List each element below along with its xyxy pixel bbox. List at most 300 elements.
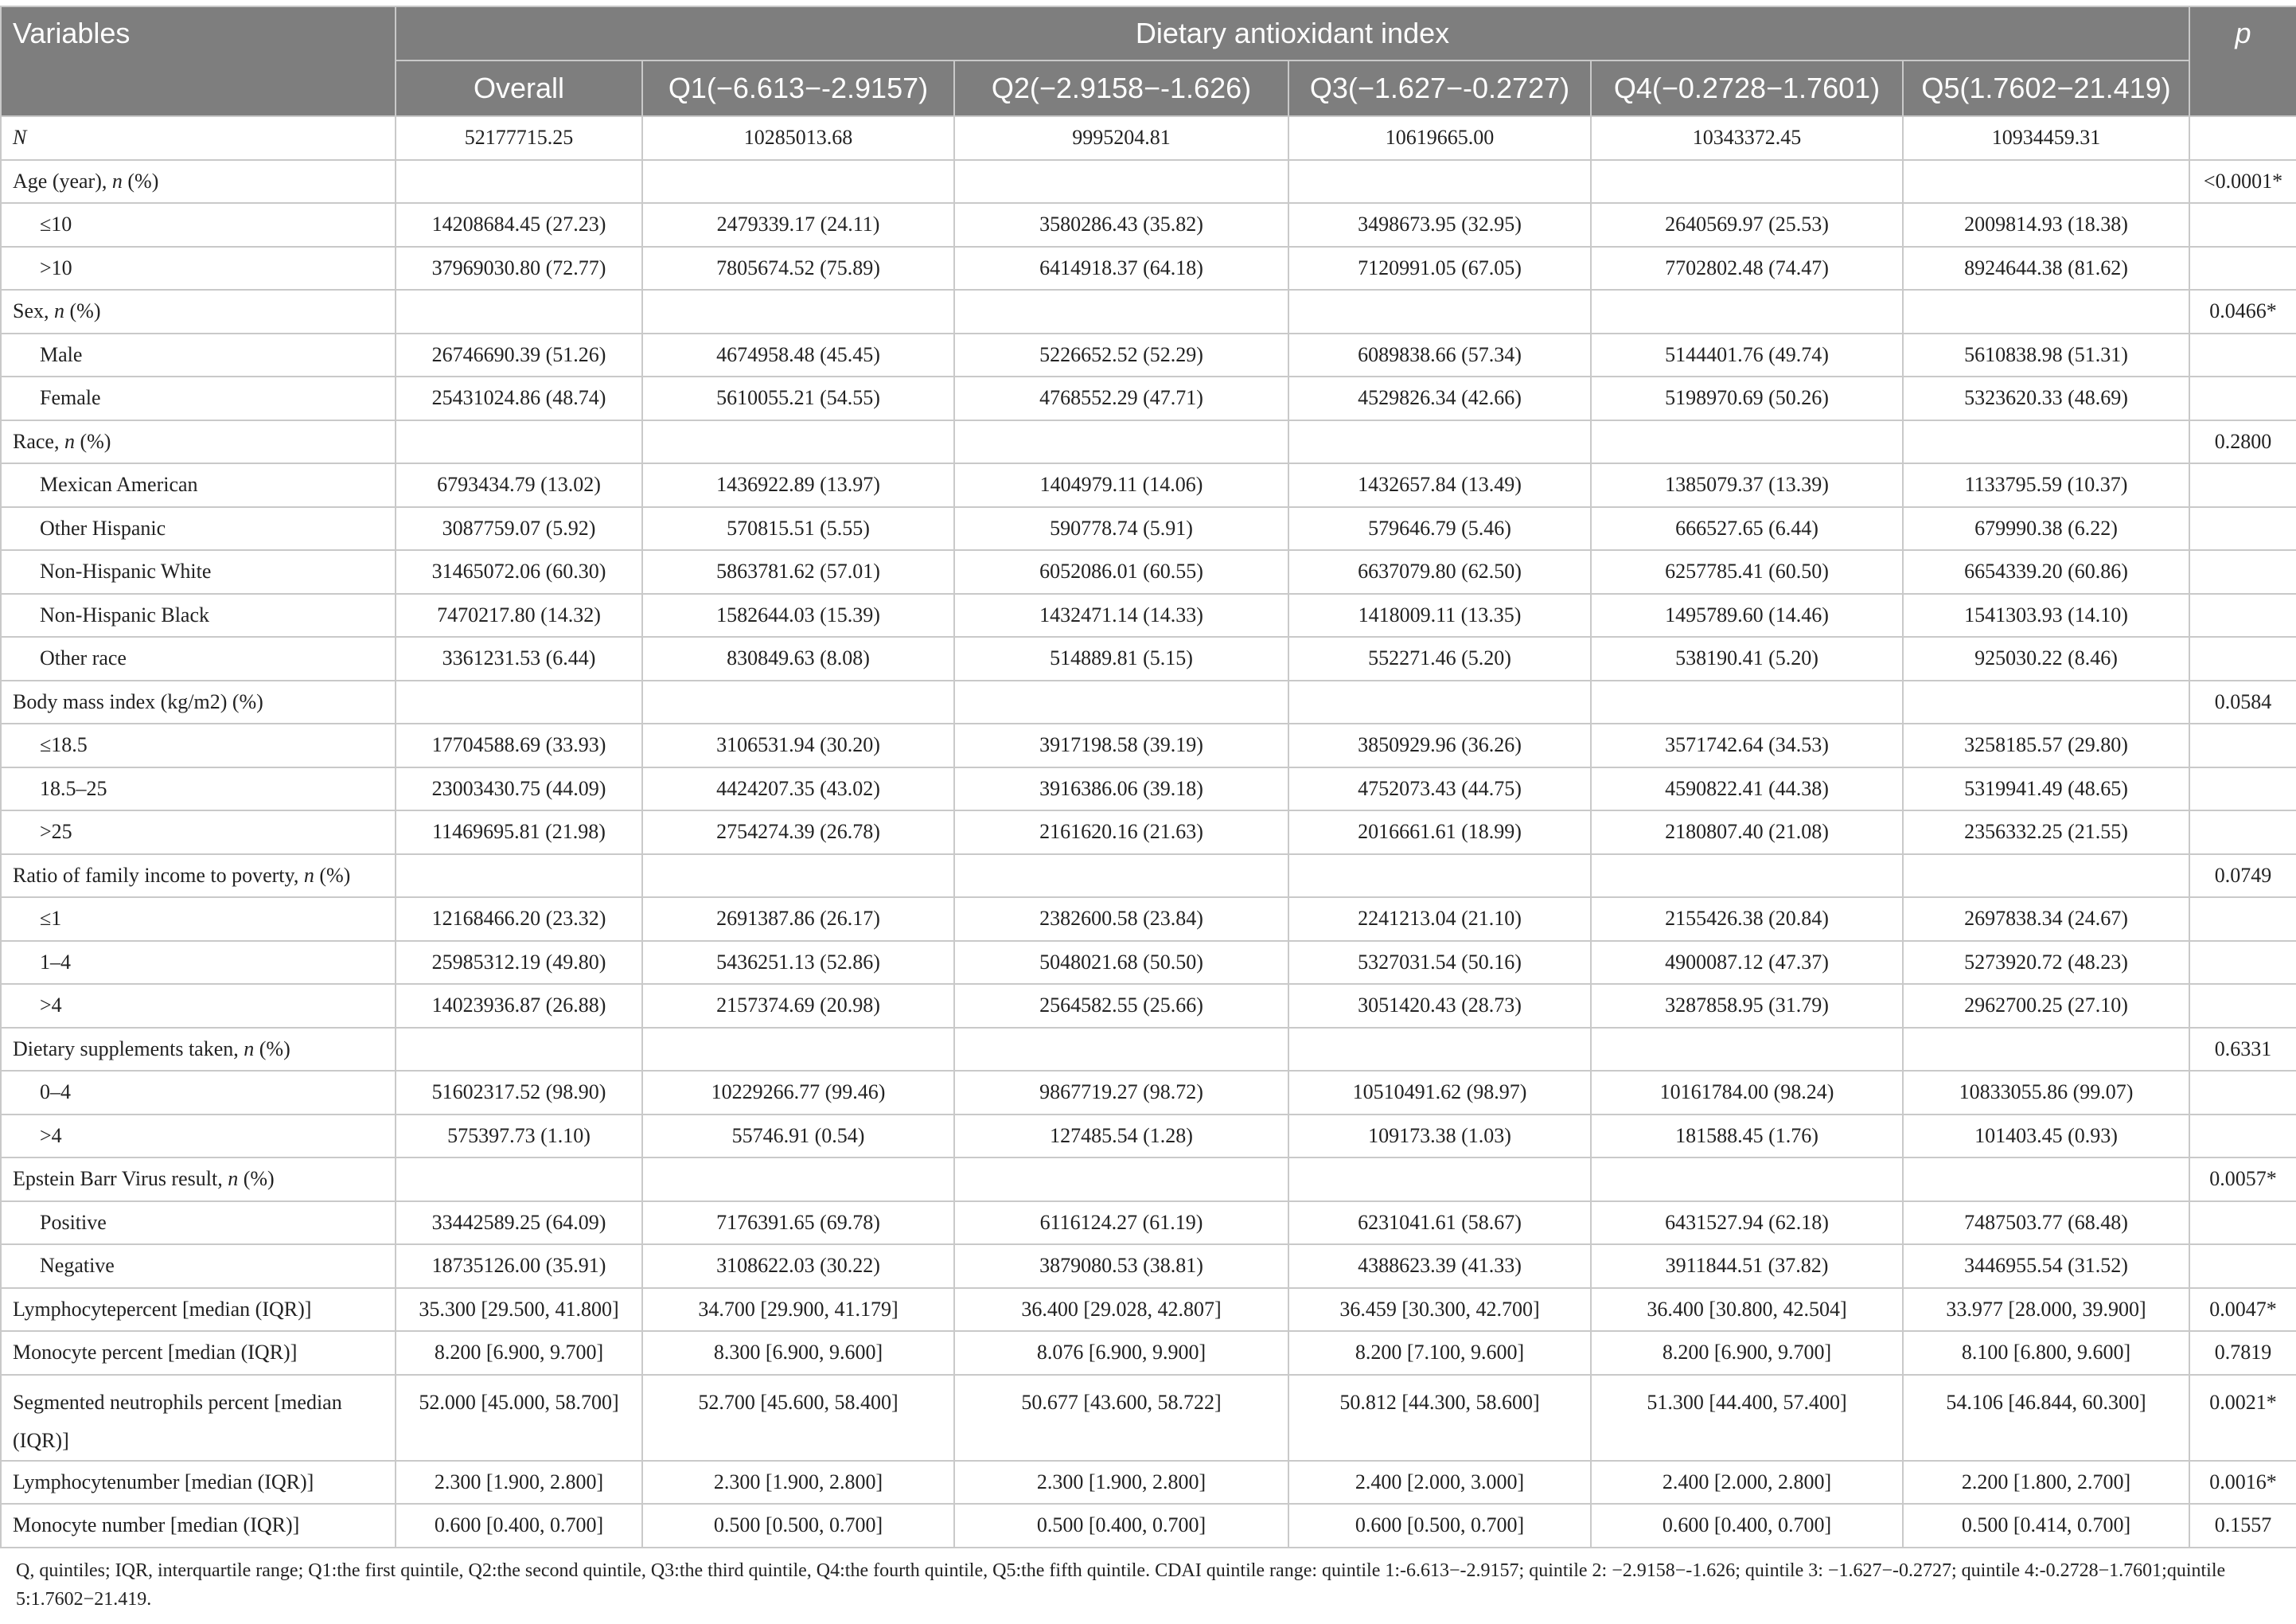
cell-value: 2157374.69 (20.98) [642,984,954,1028]
cell-value: 5610838.98 (51.31) [1903,334,2189,377]
cell-p-value [2189,941,2296,985]
header-overall: Overall [396,61,642,116]
cell-value [954,290,1288,334]
row-label: Age (year), n (%) [1,160,396,204]
cell-p-value [2189,810,2296,854]
row-label: Body mass index (kg/m2) (%) [1,681,396,724]
cell-value [396,1157,642,1201]
cell-p-value: 0.2800 [2189,420,2296,464]
cell-value: 55746.91 (0.54) [642,1115,954,1158]
cell-value: 5273920.72 (48.23) [1903,941,2189,985]
table-row [1,1244,2296,1288]
cell-value: 2962700.25 (27.10) [1903,984,2189,1028]
cell-value: 51.300 [44.400, 57.400] [1591,1375,1903,1461]
cell-value: 7470217.80 (14.32) [396,594,642,638]
table-row [1,550,2296,594]
cell-value: 3498673.95 (32.95) [1288,203,1591,247]
table-row [1,854,2296,898]
cell-value [642,420,954,464]
cell-value: 10934459.31 [1903,116,2189,160]
header-q5: Q5(1.7602−21.419) [1903,61,2189,116]
table-row [1,1504,2296,1548]
header-q2: Q2(−2.9158−-1.626) [954,61,1288,116]
cell-value: 3917198.58 (39.19) [954,724,1288,767]
cell-value: 666527.65 (6.44) [1591,507,1903,551]
cell-value: 33442589.25 (64.09) [396,1201,642,1245]
cell-value: 3580286.43 (35.82) [954,203,1288,247]
cell-value: 552271.46 (5.20) [1288,637,1591,681]
row-label: Ratio of family income to poverty, n (%) [1,854,396,898]
row-label: 0–4 [1,1071,396,1115]
cell-value [954,1157,1288,1201]
cell-value: 50.677 [43.600, 58.722] [954,1375,1288,1461]
header-variables: Variables [1,6,396,116]
cell-value [396,1028,642,1072]
row-label: Positive [1,1201,396,1245]
cell-value: 2155426.38 (20.84) [1591,897,1903,941]
cell-value [1288,681,1591,724]
table-row [1,420,2296,464]
cell-value: 54.106 [46.844, 60.300] [1903,1375,2189,1461]
cell-p-value [2189,247,2296,291]
cell-value: 12168466.20 (23.32) [396,897,642,941]
cell-p-value [2189,334,2296,377]
cell-value: 6116124.27 (61.19) [954,1201,1288,1245]
cell-value: 3258185.57 (29.80) [1903,724,2189,767]
table-row [1,1028,2296,1072]
table-row [1,984,2296,1028]
cell-value: 2479339.17 (24.11) [642,203,954,247]
cell-value: 52.700 [45.600, 58.400] [642,1375,954,1461]
row-label: Segmented neutrophils percent [median (IQR)] [1,1375,396,1461]
cell-value: 2382600.58 (23.84) [954,897,1288,941]
cell-value [1903,681,2189,724]
cell-value: 34.700 [29.900, 41.179] [642,1288,954,1332]
cell-value [1903,854,2189,898]
row-label: >25 [1,810,396,854]
cell-value [642,1157,954,1201]
cell-value: 5226652.52 (52.29) [954,334,1288,377]
table-row [1,724,2296,767]
cell-value: 10285013.68 [642,116,954,160]
row-label: Dietary supplements taken, n (%) [1,1028,396,1072]
table-row [1,1157,2296,1201]
cell-value: 9995204.81 [954,116,1288,160]
header-group: Dietary antioxidant index [396,6,2189,61]
cell-p-value: 0.0749 [2189,854,2296,898]
cell-value: 1436922.89 (13.97) [642,463,954,507]
cell-value: 10619665.00 [1288,116,1591,160]
cell-p-value: 0.0016* [2189,1461,2296,1505]
table-row [1,463,2296,507]
cell-value: 2640569.97 (25.53) [1591,203,1903,247]
header-q4: Q4(−0.2728−1.7601) [1591,61,1903,116]
cell-value: 127485.54 (1.28) [954,1115,1288,1158]
row-label: Monocyte percent [median (IQR)] [1,1331,396,1375]
cell-value: 570815.51 (5.55) [642,507,954,551]
cell-value: 3361231.53 (6.44) [396,637,642,681]
cell-value: 7176391.65 (69.78) [642,1201,954,1245]
cell-value: 5048021.68 (50.50) [954,941,1288,985]
cell-value [396,420,642,464]
cell-value: 36.400 [29.028, 42.807] [954,1288,1288,1332]
cell-value: 14023936.87 (26.88) [396,984,642,1028]
cell-value: 5863781.62 (57.01) [642,550,954,594]
cell-value: 11469695.81 (21.98) [396,810,642,854]
cell-value: 10510491.62 (98.97) [1288,1071,1591,1115]
cell-value: 3287858.95 (31.79) [1591,984,1903,1028]
cell-value: 1495789.60 (14.46) [1591,594,1903,638]
cell-value: 579646.79 (5.46) [1288,507,1591,551]
cell-value: 8.200 [6.900, 9.700] [1591,1331,1903,1375]
cell-value: 8.100 [6.800, 9.600] [1903,1331,2189,1375]
cell-value: 4529826.34 (42.66) [1288,377,1591,420]
cell-value [642,290,954,334]
cell-p-value [2189,1201,2296,1245]
cell-value: 1385079.37 (13.39) [1591,463,1903,507]
cell-value: 109173.38 (1.03) [1288,1115,1591,1158]
cell-value: 2.200 [1.800, 2.700] [1903,1461,2189,1505]
cell-value: 5323620.33 (48.69) [1903,377,2189,420]
cell-value: 4768552.29 (47.71) [954,377,1288,420]
cell-value: 2356332.25 (21.55) [1903,810,2189,854]
header-p: p [2189,6,2296,116]
row-label: 18.5–25 [1,767,396,811]
cell-p-value [2189,1071,2296,1115]
cell-value [396,854,642,898]
cell-value [1591,854,1903,898]
table-row [1,160,2296,204]
cell-value: 181588.45 (1.76) [1591,1115,1903,1158]
cell-value [642,160,954,204]
cell-value: 25985312.19 (49.80) [396,941,642,985]
cell-value: 23003430.75 (44.09) [396,767,642,811]
cell-value [954,854,1288,898]
table-row [1,810,2296,854]
cell-p-value [2189,203,2296,247]
cell-value [1591,290,1903,334]
cell-value: 6637079.80 (62.50) [1288,550,1591,594]
row-label: ≤1 [1,897,396,941]
cell-value: 514889.81 (5.15) [954,637,1288,681]
cell-p-value: 0.0466* [2189,290,2296,334]
cell-p-value [2189,984,2296,1028]
cell-value: 36.400 [30.800, 42.504] [1591,1288,1903,1332]
cell-value: 5144401.76 (49.74) [1591,334,1903,377]
cell-value [1591,681,1903,724]
cell-p-value: 0.0021* [2189,1375,2296,1461]
table-row [1,247,2296,291]
table-row [1,116,2296,160]
row-label: Mexican American [1,463,396,507]
cell-value: 51602317.52 (98.90) [396,1071,642,1115]
row-label: Other race [1,637,396,681]
cell-value [642,681,954,724]
table-row [1,1461,2296,1505]
cell-value: 6257785.41 (60.50) [1591,550,1903,594]
cell-value [954,1028,1288,1072]
cell-value: 3911844.51 (37.82) [1591,1244,1903,1288]
header-q1: Q1(−6.613−-2.9157) [642,61,954,116]
cell-value [1288,854,1591,898]
table-row [1,334,2296,377]
row-label: Lymphocytepercent [median (IQR)] [1,1288,396,1332]
cell-value [1903,290,2189,334]
cell-value: 4388623.39 (41.33) [1288,1244,1591,1288]
cell-value: 1404979.11 (14.06) [954,463,1288,507]
cell-p-value: 0.7819 [2189,1331,2296,1375]
table-row [1,1115,2296,1158]
cell-value: 6431527.94 (62.18) [1591,1201,1903,1245]
table-row [1,767,2296,811]
cell-value [1591,1157,1903,1201]
cell-value: 10833055.86 (99.07) [1903,1071,2189,1115]
row-label: >4 [1,1115,396,1158]
cell-value: 52.000 [45.000, 58.700] [396,1375,642,1461]
table-row [1,1375,2296,1461]
table-body [1,116,2296,1548]
row-label: Race, n (%) [1,420,396,464]
cell-p-value [2189,637,2296,681]
table-row [1,290,2296,334]
table-row [1,1288,2296,1332]
cell-value: 6414918.37 (64.18) [954,247,1288,291]
cell-value: 6654339.20 (60.86) [1903,550,2189,594]
cell-value: 0.600 [0.400, 0.700] [1591,1504,1903,1548]
cell-value: 52177715.25 [396,116,642,160]
cell-value [1288,1028,1591,1072]
cell-value: 8.200 [6.900, 9.700] [396,1331,642,1375]
cell-p-value [2189,507,2296,551]
cell-value: 2241213.04 (21.10) [1288,897,1591,941]
cell-value: 2.300 [1.900, 2.800] [954,1461,1288,1505]
cell-value: 36.459 [30.300, 42.700] [1288,1288,1591,1332]
cell-value: 0.500 [0.400, 0.700] [954,1504,1288,1548]
cell-value: 17704588.69 (33.93) [396,724,642,767]
cell-value: 2.400 [2.000, 3.000] [1288,1461,1591,1505]
cell-p-value: 0.0057* [2189,1157,2296,1201]
cell-value: 1432471.14 (14.33) [954,594,1288,638]
cell-value: 1541303.93 (14.10) [1903,594,2189,638]
cell-value: 26746690.39 (51.26) [396,334,642,377]
cell-value: 2009814.93 (18.38) [1903,203,2189,247]
row-label: Lymphocytenumber [median (IQR)] [1,1461,396,1505]
cell-p-value [2189,897,2296,941]
cell-value [954,681,1288,724]
cell-value: 101403.45 (0.93) [1903,1115,2189,1158]
cell-value [1591,420,1903,464]
table-row [1,1331,2296,1375]
cell-value: 4590822.41 (44.38) [1591,767,1903,811]
cell-value: 3106531.94 (30.20) [642,724,954,767]
cell-value: 7120991.05 (67.05) [1288,247,1591,291]
cell-value: 10229266.77 (99.46) [642,1071,954,1115]
cell-value: 9867719.27 (98.72) [954,1071,1288,1115]
cell-value: 18735126.00 (35.91) [396,1244,642,1288]
cell-value: 5327031.54 (50.16) [1288,941,1591,985]
cell-value: 7702802.48 (74.47) [1591,247,1903,291]
cell-value: 575397.73 (1.10) [396,1115,642,1158]
cell-p-value [2189,550,2296,594]
cell-value [1288,1157,1591,1201]
cell-value: 31465072.06 (60.30) [396,550,642,594]
cell-value: 3571742.64 (34.53) [1591,724,1903,767]
cell-value: 538190.41 (5.20) [1591,637,1903,681]
cell-value: 10161784.00 (98.24) [1591,1071,1903,1115]
cell-value [1288,160,1591,204]
cell-value: 4424207.35 (43.02) [642,767,954,811]
cell-p-value [2189,594,2296,638]
cell-value: 5436251.13 (52.86) [642,941,954,985]
cell-value: 2.300 [1.900, 2.800] [396,1461,642,1505]
cell-value [396,681,642,724]
cell-value: 3051420.43 (28.73) [1288,984,1591,1028]
cell-value: 2180807.40 (21.08) [1591,810,1903,854]
table-row [1,897,2296,941]
cell-value: 830849.63 (8.08) [642,637,954,681]
table-row [1,203,2296,247]
cell-p-value: 0.1557 [2189,1504,2296,1548]
row-label: ≤10 [1,203,396,247]
cell-value: 35.300 [29.500, 41.800] [396,1288,642,1332]
cell-p-value [2189,1244,2296,1288]
cell-value: 6231041.61 (58.67) [1288,1201,1591,1245]
cell-value: 14208684.45 (27.23) [396,203,642,247]
table-row [1,1071,2296,1115]
cell-value [1903,160,2189,204]
row-label: >10 [1,247,396,291]
cell-value: 0.500 [0.414, 0.700] [1903,1504,2189,1548]
cell-value: 5319941.49 (48.65) [1903,767,2189,811]
cell-value: 3446955.54 (31.52) [1903,1244,2189,1288]
table-row [1,637,2296,681]
cell-p-value [2189,1115,2296,1158]
cell-value [1903,1028,2189,1072]
table-row [1,377,2296,420]
cell-value: 37969030.80 (72.77) [396,247,642,291]
row-label: Other Hispanic [1,507,396,551]
cell-value: 6793434.79 (13.02) [396,463,642,507]
cell-value: 1432657.84 (13.49) [1288,463,1591,507]
cell-value: 3087759.07 (5.92) [396,507,642,551]
cell-p-value [2189,724,2296,767]
cell-value: 2697838.34 (24.67) [1903,897,2189,941]
cell-p-value [2189,767,2296,811]
cell-value [1288,420,1591,464]
cell-value [1591,1028,1903,1072]
data-table [0,6,2296,1548]
cell-value: 4900087.12 (47.37) [1591,941,1903,985]
row-label: Female [1,377,396,420]
table-row [1,941,2296,985]
cell-value [396,290,642,334]
cell-value: 8.076 [6.900, 9.900] [954,1331,1288,1375]
table-footnote: Q, quintiles; IQR, interquartile range; Q1:the first quintile, Q2:the second quintile, Q3:the third quintile, Q4:the fourth quintile, Q5:the fifth quintile. CDAI quintile range: quintile 1:-6.613−-2.9157; quintile 2: −2.9158−-1.626; quintile 3: −1.627−-0.2727; quintile 4:-0.2728−1.7601;quintile 5:1.7602−21.419. [16,1560,2226,1610]
cell-value: 679990.38 (6.22) [1903,507,2189,551]
cell-value: 2564582.55 (25.66) [954,984,1288,1028]
cell-value: 590778.74 (5.91) [954,507,1288,551]
cell-value [1591,160,1903,204]
cell-p-value [2189,463,2296,507]
cell-value: 2.300 [1.900, 2.800] [642,1461,954,1505]
cell-value: 6052086.01 (60.55) [954,550,1288,594]
cell-value: 3108622.03 (30.22) [642,1244,954,1288]
row-label: ≤18.5 [1,724,396,767]
table-row [1,507,2296,551]
cell-value: 3850929.96 (36.26) [1288,724,1591,767]
cell-value: 2.400 [2.000, 2.800] [1591,1461,1903,1505]
cell-value: 50.812 [44.300, 58.600] [1288,1375,1591,1461]
cell-p-value [2189,116,2296,160]
row-label: N [1,116,396,160]
row-label: Sex, n (%) [1,290,396,334]
cell-value: 6089838.66 (57.34) [1288,334,1591,377]
row-label: >4 [1,984,396,1028]
cell-value: 1418009.11 (13.35) [1288,594,1591,638]
cell-value [954,420,1288,464]
cell-p-value [2189,377,2296,420]
cell-value: 1582644.03 (15.39) [642,594,954,638]
cell-value: 1133795.59 (10.37) [1903,463,2189,507]
cell-value: 10343372.45 [1591,116,1903,160]
cell-value: 2691387.86 (26.17) [642,897,954,941]
cell-p-value: 0.0047* [2189,1288,2296,1332]
row-label: Male [1,334,396,377]
cell-value: 4752073.43 (44.75) [1288,767,1591,811]
cell-value: 3916386.06 (39.18) [954,767,1288,811]
table-row [1,1201,2296,1245]
cell-value: 0.600 [0.400, 0.700] [396,1504,642,1548]
row-label: Non-Hispanic White [1,550,396,594]
cell-value: 3879080.53 (38.81) [954,1244,1288,1288]
cell-value [1903,1157,2189,1201]
cell-value: 925030.22 (8.46) [1903,637,2189,681]
cell-value: 2754274.39 (26.78) [642,810,954,854]
cell-value: 4674958.48 (45.45) [642,334,954,377]
cell-p-value: 0.0584 [2189,681,2296,724]
table-row [1,681,2296,724]
cell-value [642,1028,954,1072]
cell-value: 0.500 [0.500, 0.700] [642,1504,954,1548]
cell-value: 33.977 [28.000, 39.900] [1903,1288,2189,1332]
cell-value: 5198970.69 (50.26) [1591,377,1903,420]
cell-value [954,160,1288,204]
row-label: Non-Hispanic Black [1,594,396,638]
row-label: Monocyte number [median (IQR)] [1,1504,396,1548]
table-row [1,594,2296,638]
cell-p-value: <0.0001* [2189,160,2296,204]
cell-value [642,854,954,898]
cell-value [396,160,642,204]
cell-value: 0.600 [0.500, 0.700] [1288,1504,1591,1548]
cell-value: 8924644.38 (81.62) [1903,247,2189,291]
cell-value: 25431024.86 (48.74) [396,377,642,420]
cell-value: 2161620.16 (21.63) [954,810,1288,854]
cell-value: 7487503.77 (68.48) [1903,1201,2189,1245]
cell-value: 2016661.61 (18.99) [1288,810,1591,854]
cell-value: 8.300 [6.900, 9.600] [642,1331,954,1375]
cell-value [1288,290,1591,334]
cell-value [1903,420,2189,464]
cell-value: 5610055.21 (54.55) [642,377,954,420]
row-label: Negative [1,1244,396,1288]
header-q3: Q3(−1.627−-0.2727) [1288,61,1591,116]
row-label: 1–4 [1,941,396,985]
cell-p-value: 0.6331 [2189,1028,2296,1072]
cell-value: 8.200 [7.100, 9.600] [1288,1331,1591,1375]
cell-value: 7805674.52 (75.89) [642,247,954,291]
row-label: Epstein Barr Virus result, n (%) [1,1157,396,1201]
